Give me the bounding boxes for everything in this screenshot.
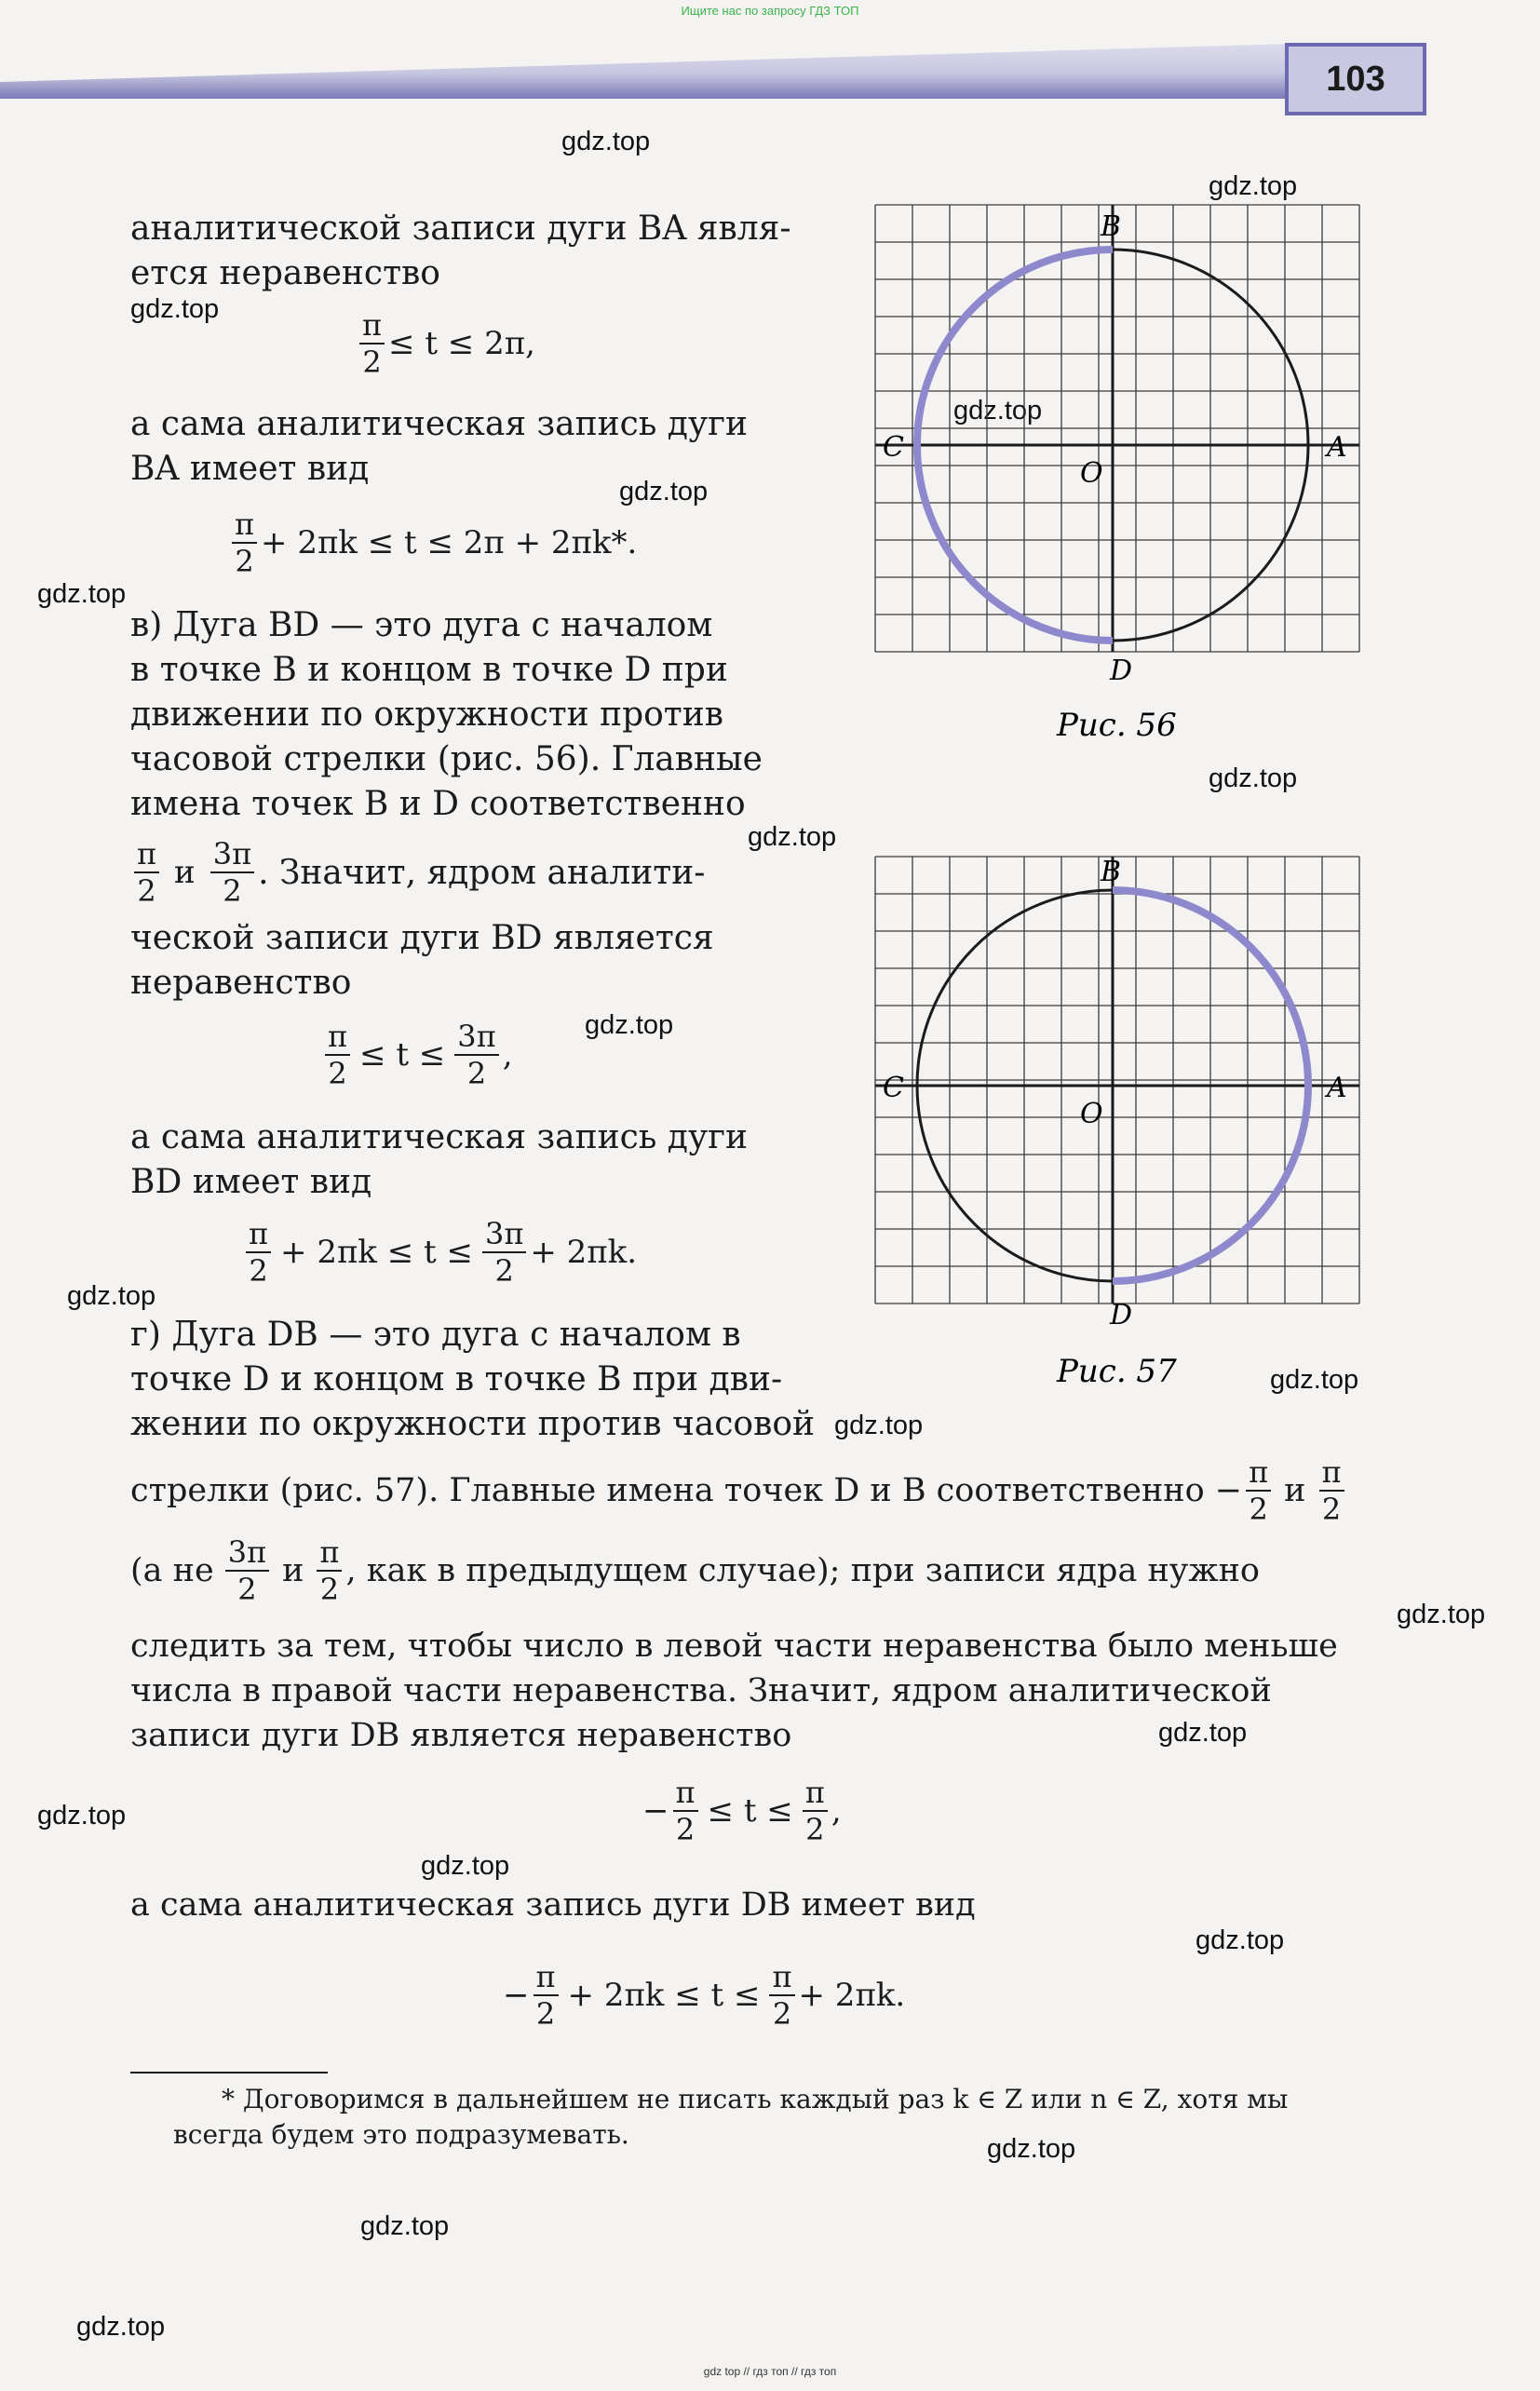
page-number: 103 xyxy=(1285,43,1426,115)
formula-line: стрелки (рис. 57). Главные имена точек D и B соответственно − $\frac{\pi}{2}$ и $\frac{\pi}{2}$ xyxy=(130,1454,1348,1527)
label-a: A xyxy=(1327,1072,1347,1104)
watermark: gdz.top xyxy=(561,127,651,156)
text-line: аналитической записи дуги BA явля- xyxy=(130,209,791,248)
watermark: gdz.top xyxy=(1270,1365,1359,1395)
grid xyxy=(875,857,1359,1304)
watermark: gdz.top xyxy=(76,2312,166,2342)
text-line: BD имеет вид xyxy=(130,1163,372,1201)
label-c: C xyxy=(883,1072,904,1104)
figure-57 xyxy=(866,819,1369,1397)
formula: $\frac{\pi}{2}$ ≤ t ≤ 2π, xyxy=(356,307,535,380)
text-line: имена точек B и D соответственно xyxy=(130,785,746,823)
watermark: gdz.top xyxy=(37,1801,127,1830)
formula: − $\frac{\pi}{2}$ + 2πk ≤ t ≤ $\frac{\pi}{2}$ + 2πk. xyxy=(503,1959,906,2032)
label-a: A xyxy=(1327,431,1347,464)
figure-56 xyxy=(866,196,1369,754)
label-c: C xyxy=(883,431,904,464)
watermark: gdz.top xyxy=(987,2134,1076,2164)
watermark: gdz.top xyxy=(834,1411,924,1440)
footnote-line: * Договоримся в дальнейшем не писать каждый раз k ∈ Z или n ∈ Z, хотя мы xyxy=(222,2084,1289,2114)
site-top-notice: Ищите нас по запросу ГДЗ ТОП xyxy=(681,4,859,18)
caption: Рис. 56 xyxy=(1057,707,1177,744)
text-line: неравенство xyxy=(130,964,352,1002)
watermark: gdz.top xyxy=(619,477,709,507)
watermark: gdz.top xyxy=(67,1281,156,1311)
watermark: gdz.top xyxy=(421,1851,510,1881)
text-line: а сама аналитическая запись дуги xyxy=(130,405,749,443)
label-b: B xyxy=(1101,856,1122,888)
watermark: gdz.top xyxy=(1196,1925,1285,1955)
formula: $\frac{\pi}{2}$ и $\frac{3\pi}{2}$ . Значит, ядром аналити- xyxy=(130,836,705,909)
footnote-rule xyxy=(130,2072,328,2074)
watermark: gdz.top xyxy=(585,1010,674,1040)
text-line: а сама аналитическая запись дуги DB имеет вид xyxy=(130,1886,976,1924)
text-line: следить за тем, чтобы число в левой части неравенства было меньше xyxy=(130,1628,1338,1665)
text-line: BA имеет вид xyxy=(130,450,370,488)
text-line: точке D и концом в точке B при дви- xyxy=(130,1360,783,1398)
formula: $\frac{\pi}{2}$ ≤ t ≤ $\frac{3\pi}{2}$ , xyxy=(321,1019,513,1091)
text-line: часовой стрелки (рис. 56). Главные xyxy=(130,740,763,778)
text-line: записи дуги DB является неравенство xyxy=(130,1717,792,1754)
text-line: жении по окружности против часовой xyxy=(130,1405,816,1443)
watermark: gdz.top xyxy=(1158,1718,1248,1748)
formula-line: (а не $\frac{3\pi}{2}$ и $\frac{\pi}{2}$ , как в предыдущем случае); при записи ядра нужно xyxy=(130,1534,1260,1607)
footnote-line: всегда будем это подразумевать. xyxy=(173,2119,629,2150)
watermark: gdz.top xyxy=(37,579,127,609)
watermark: gdz.top xyxy=(953,396,1043,426)
label-d: D xyxy=(1110,655,1133,687)
label-o: O xyxy=(1080,457,1103,490)
formula: $\frac{\pi}{2}$ + 2πk ≤ t ≤ $\frac{3\pi}{2}$ + 2πk. xyxy=(242,1216,637,1289)
formula: $\frac{\pi}{2}$ + 2πk ≤ t ≤ 2π + 2πk*. xyxy=(228,507,637,579)
caption: Рис. 57 xyxy=(1057,1353,1177,1390)
watermark: gdz.top xyxy=(1397,1600,1486,1629)
label-o: O xyxy=(1080,1098,1103,1130)
watermark: gdz.top xyxy=(360,2211,450,2241)
text-line: числа в правой части неравенства. Значит, ядром аналитической xyxy=(130,1672,1272,1709)
text-line: г) Дуга DB — это дуга с началом в xyxy=(130,1316,741,1354)
watermark: gdz.top xyxy=(748,822,837,852)
watermark: gdz.top xyxy=(1209,763,1298,793)
watermark: gdz.top xyxy=(130,294,220,324)
text-line: ется неравенство xyxy=(130,254,440,292)
grid xyxy=(875,205,1359,652)
text-line: движении по окружности против xyxy=(130,696,723,734)
text-line: а сама аналитическая запись дуги xyxy=(130,1118,749,1156)
text-line: в) Дуга BD — это дуга с началом xyxy=(130,606,713,644)
label-b: B xyxy=(1101,210,1122,243)
watermark: gdz.top xyxy=(1209,171,1298,201)
header-band xyxy=(0,43,1322,99)
label-d: D xyxy=(1110,1299,1133,1331)
site-bottom-links: gdz top // гдз топ // гдз топ xyxy=(703,2365,837,2378)
formula: − $\frac{\pi}{2}$ ≤ t ≤ $\frac{\pi}{2}$ , xyxy=(642,1775,842,1847)
text-line: ческой записи дуги BD является xyxy=(130,919,714,957)
text-line: в точке B и концом в точке D при xyxy=(130,651,728,689)
